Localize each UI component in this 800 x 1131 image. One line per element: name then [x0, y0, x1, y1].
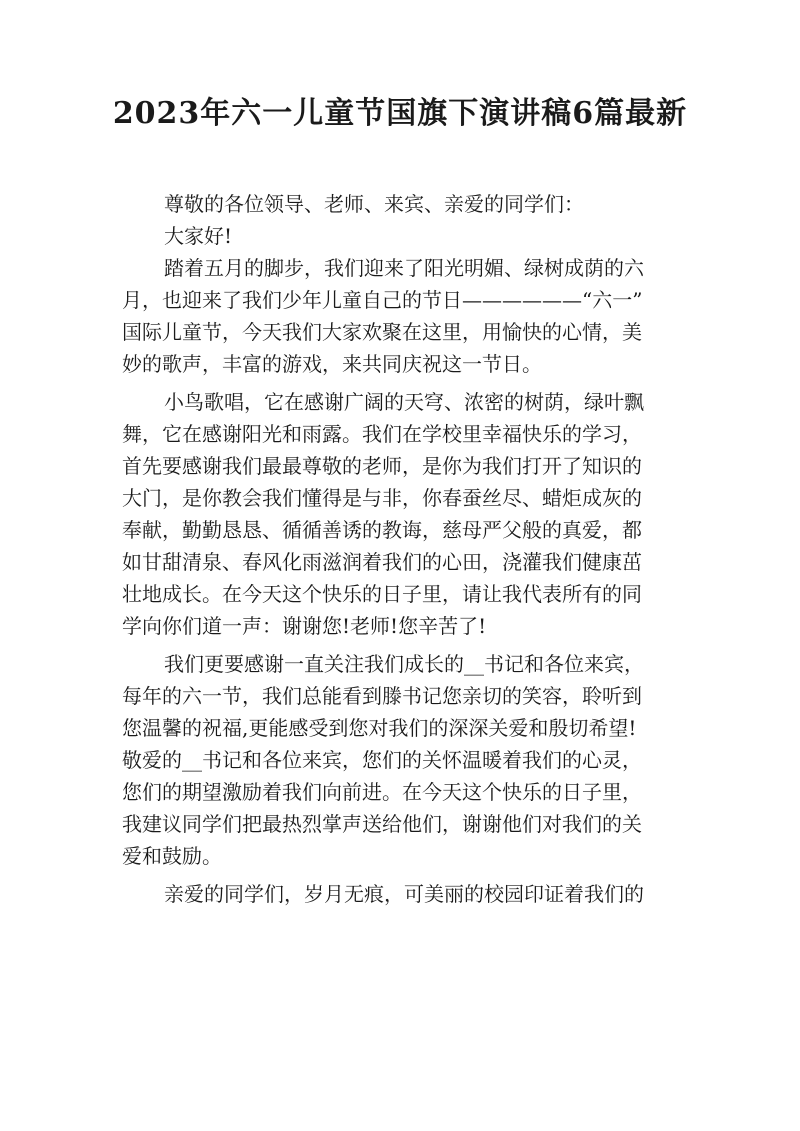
paragraph-2	[122, 386, 682, 642]
paragraph-line: 您温馨的祝福,更能感受到您对我们的深深关爱和殷切希望!	[122, 716, 637, 740]
paragraph-line: 您们的期望激励着我们向前进。在今天这个快乐的日子里，	[122, 780, 642, 804]
paragraph-4	[122, 878, 682, 910]
paragraph-line: 壮地成长。在今天这个快乐的日子里，请让我代表所有的同	[122, 582, 642, 606]
paragraph-line: 国际儿童节，今天我们大家欢聚在这里，用愉快的心情，美	[122, 320, 642, 344]
document-title: 2023年六一儿童节国旗下演讲稿6篇最新	[112, 96, 688, 131]
paragraph-line: 妙的歌声，丰富的游戏，来共同庆祝这一节日。	[122, 352, 542, 376]
paragraph-line: 大门，是你教会我们懂得是与非，你春蚕丝尽、蜡炬成灰的	[122, 486, 642, 510]
greeting-line: 大家好!	[164, 224, 233, 248]
paragraph-line: 我建议同学们把最热烈掌声送给他们，谢谢他们对我们的关	[122, 812, 642, 836]
paragraph-line: 学向你们道一声：谢谢您!老师!您辛苦了!	[122, 614, 487, 638]
paragraph-3	[122, 648, 682, 872]
paragraph-line: 奉献，勤勤恳恳、循循善诱的教诲，慈母严父般的真爱，都	[122, 518, 642, 542]
salutation-line: 尊敬的各位领导、老师、来宾、亲爱的同学们：	[164, 192, 584, 216]
paragraph-line: 敬爱的__书记和各位来宾，您们的关怀温暖着我们的心灵，	[122, 748, 642, 772]
paragraph-line: 如甘甜清泉、春风化雨滋润着我们的心田，浇灌我们健康茁	[122, 550, 642, 574]
document-body	[122, 188, 682, 910]
paragraph-line: 亲爱的同学们，岁月无痕，可美丽的校园印证着我们的	[164, 882, 644, 906]
paragraph-1	[122, 252, 682, 380]
paragraph-line: 每年的六一节，我们总能看到滕书记您亲切的笑容，聆听到	[122, 684, 642, 708]
paragraph-line: 我们更要感谢一直关注我们成长的__书记和各位来宾，	[164, 652, 644, 676]
paragraph-line: 爱和鼓励。	[122, 844, 222, 868]
paragraph-line: 踏着五月的脚步，我们迎来了阳光明媚、绿树成荫的六	[164, 256, 644, 280]
paragraph-line: 首先要感谢我们最最尊敬的老师，是你为我们打开了知识的	[122, 454, 642, 478]
paragraph-line: 月，也迎来了我们少年儿童自己的节日——————“六一”	[122, 288, 643, 312]
paragraph-line: 舞，它在感谢阳光和雨露。我们在学校里幸福快乐的学习，	[122, 422, 642, 446]
paragraph-line: 小鸟歌唱，它在感谢广阔的天穹、浓密的树荫，绿叶飘	[164, 390, 644, 414]
